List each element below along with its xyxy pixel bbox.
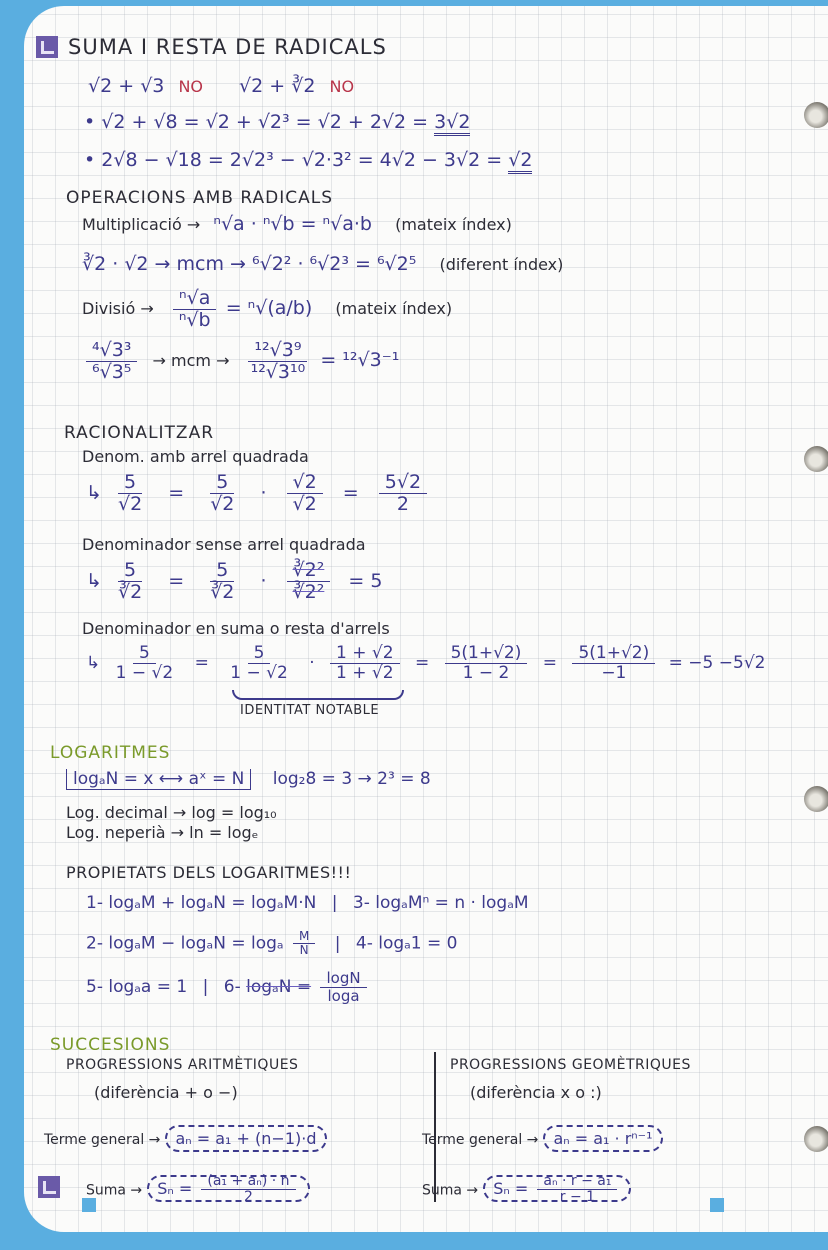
example-fraction-2: $\frac{\text{¹²√3⁹}}{\text{¹²√3¹⁰}}$ [245, 340, 312, 383]
radicals-line-2: • √2 + √8 = √2 + √2³ = √2 + 2√2 = 3√2 [84, 112, 470, 133]
section-title-suma-resta: SUMA I RESTA DE RADICALS [68, 35, 387, 59]
division-example-row: $\frac{\text{⁴√3³}}{\text{⁶√3⁵}}$ → mcm → $\frac{\text{¹²√3⁹}}{\text{¹²√3¹⁰}}$ = ¹²√3⁻¹ [82, 340, 399, 383]
log-definition-box: logₐN = x ⟷ aˣ = N [66, 769, 251, 790]
log-neperian: Log. neperià → ln = logₑ [66, 823, 259, 842]
hole-punch-4 [804, 1126, 828, 1152]
section-title-succesions: SUCCESIONS [50, 1035, 171, 1055]
geom-title: PROGRESSIONS GEOMÈTRIQUES [450, 1057, 691, 1073]
page-number-badge-top [36, 36, 58, 58]
radicals-line-3: • 2√8 − √18 = 2√2³ − √2·3² = 4√2 − 3√2 = √2 [84, 150, 532, 171]
props-title: PROPIETATS DELS LOGARITMES!!! [66, 863, 352, 882]
arrow-icon: ↳ [86, 653, 101, 674]
geom-sum-row: Suma → Sₙ = $\frac{\text{aₙ · r − a₁}}{r - 1}$ [422, 1174, 631, 1206]
arith-term-row: Terme general → aₙ = a₁ + (n−1)·d [44, 1130, 327, 1148]
arith-sum-row: Suma → Sₙ = $\frac{\text{(a₁ + aₙ) · n}}{2}$ [86, 1174, 310, 1206]
geom-subtitle: (diferència x o :) [470, 1083, 602, 1102]
case2-label: Denominador sense arrel quadrada [82, 535, 366, 554]
log-decimal: Log. decimal → log = log₁₀ [66, 803, 277, 822]
blue-marker-right [710, 1198, 724, 1212]
arrow-icon: ↳ [86, 481, 102, 504]
log-props-row-2: 2- logₐM − logₐN = logₐ $\frac{M}{N}$ | 4- logₐ1 = 0 [86, 929, 458, 958]
blue-marker-left [82, 1198, 96, 1212]
arith-title: PROGRESSIONS ARITMÈTIQUES [66, 1057, 299, 1073]
identitat-notable-label: IDENTITAT NOTABLE [240, 703, 380, 718]
hole-punch-2 [804, 446, 828, 472]
example-fraction-1: $\frac{\text{⁴√3³}}{\text{⁶√3⁵}}$ [86, 340, 137, 383]
log-props-row-1: 1- logₐM + logₐN = logₐM·N | 3- logₐMⁿ = n · logₐM [86, 893, 529, 913]
case3-row: ↳ $\frac{5}{1 - √2}$ = $\frac{5}{1 - √2}$ · $\frac{1 + √2}{1 + √2}$ = $\frac{5(1+√2)}{1 - 2}$ = $\frac{5(1+√2)}{-1}$ = −5 −5√2 [86, 643, 766, 683]
multiplication-row: Multiplicació → ⁿ√a · ⁿ√b = ⁿ√a·b (mateix índex) [82, 213, 512, 235]
hole-punch-3 [804, 786, 828, 812]
notebook-page [24, 6, 828, 1232]
arrow-icon: ↳ [86, 569, 102, 592]
case1-label: Denom. amb arrel quadrada [82, 447, 309, 466]
different-index-row: ∛2 · √2 → mcm → ⁶√2² · ⁶√2³ = ⁶√2⁵ (diferent índex) [82, 253, 564, 275]
section-title-racionalitzar: RACIONALITZAR [64, 423, 215, 443]
radicals-line-1: √2 + √3 NO √2 + ∛2 NO [88, 75, 355, 97]
case3-label: Denominador en suma o resta d'arrels [82, 619, 390, 638]
log-props-row-3: 5- logₐa = 1 | 6- logₐN = $\frac{\log N}{\log a}$ [86, 970, 371, 1004]
case1-row: ↳ $\frac{5}{√2}$ = $\frac{5}{√2}$ · $\frac{√2}{√2}$ = $\frac{5√2}{2}$ [86, 472, 431, 515]
hole-punch-1 [804, 102, 828, 128]
arith-subtitle: (diferència + o −) [94, 1083, 238, 1102]
case2-row: ↳ $\frac{5}{∛2}$ = $\frac{5}{∛2}$ · $\frac{\text{∛2²}}{\text{∛2²}}$ = 5 [86, 559, 383, 603]
section-title-operacions: OPERACIONS AMB RADICALS [66, 188, 333, 208]
log-definition-row: logₐN = x ⟷ aˣ = N log₂8 = 3 → 2³ = 8 [66, 770, 431, 789]
geom-term-row: Terme general → aₙ = a₁ · rⁿ⁻¹ [422, 1130, 663, 1148]
identitat-notable-brace [232, 690, 404, 700]
page-number-badge-bottom [38, 1176, 60, 1198]
section-title-logaritmes: LOGARITMES [50, 743, 171, 763]
division-fraction: $\frac{\text{ⁿ√a}}{\text{ⁿ√b}}$ [173, 288, 217, 331]
division-row: Divisió → $\frac{\text{ⁿ√a}}{\text{ⁿ√b}}$ = ⁿ√(a/b) (mateix índex) [82, 287, 453, 331]
